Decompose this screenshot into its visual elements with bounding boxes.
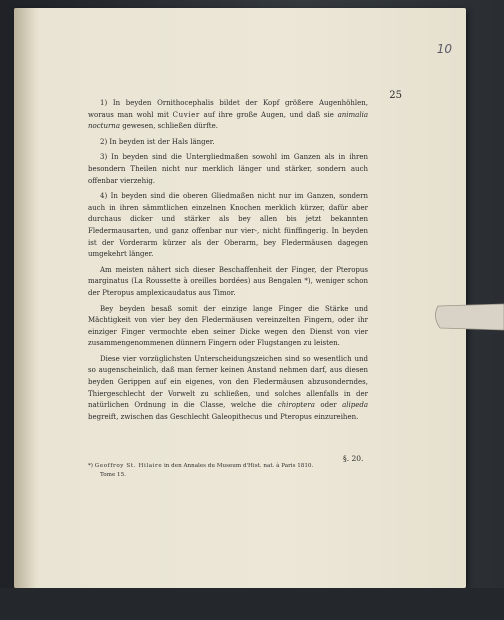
paragraph-p5 bbox=[88, 265, 368, 300]
paragraph-text-segment: 2) In beyden ist der Hals länger. bbox=[100, 137, 215, 146]
paragraph-text-segment: chiroptera bbox=[277, 401, 315, 410]
paragraph-text-segment: gewesen, schließen dürfte. bbox=[120, 122, 218, 131]
paragraph-text-segment: animalia nocturna bbox=[88, 110, 368, 131]
paragraph-text-segment: oder bbox=[314, 401, 343, 410]
page-gutter-shadow bbox=[14, 8, 36, 588]
paragraph-text-segment: Bey beyden besaß somit der einzige lange Finger die Stärke und Mächtigkeit von vier bey den Fledermäusen vereinzelten Fingern, oder ihr einziger Finger vermochte eben seiner Dicke wegen den Dienst von vier zusammengenommenen dünnern Fingern oder Flugstangen zu leisten. bbox=[88, 304, 368, 348]
paragraph-text-segment: auf ihre große Augen, und daß sie bbox=[199, 110, 338, 119]
footnote-line-2: Tome 15. bbox=[100, 472, 126, 478]
paragraph-text-segment: begreift, zwischen das Geschlecht Galeopithecus und Pteropus einzureihen. bbox=[88, 412, 359, 421]
paragraph-text-segment: 4) In beyden sind die oberen Gliedmaßen nicht nur im Ganzen, sondern auch in ihren sämmtlichen einzelnen Knochen merklich kürzer, dafür aber durchaus dicker und stärker als bey allen bis jetzt bekannten Fledermausarten, und ganz offenbar nur vier-, nicht fünffingerig. In beyden ist der Vorderarm kürzer als der Oberarm, bey Fledermäusen dagegen umgekehrt länger. bbox=[88, 192, 368, 259]
paragraph-text-segment: Am meisten nähert sich dieser Beschaffenheit der Finger, der Pteropus marginatus (La Roussette à oreilles bordées) aus Bengalen *), weniger schon der Pteropus amplexicaudatus aus Timor. bbox=[88, 265, 368, 297]
section-mark: §. 20. bbox=[343, 454, 364, 463]
body-text bbox=[88, 98, 368, 427]
footnote-marker: *) bbox=[88, 463, 95, 469]
footnote bbox=[88, 462, 368, 480]
paragraph-text-segment: Cuvier bbox=[172, 110, 200, 119]
paragraph-p3 bbox=[88, 152, 368, 187]
paragraph-p1 bbox=[88, 98, 368, 133]
printed-page-number: 25 bbox=[389, 90, 402, 101]
paragraph-p7 bbox=[88, 354, 368, 424]
scanner-bottom-edge bbox=[0, 588, 504, 620]
paper-bookmark-tab bbox=[432, 302, 504, 332]
paragraph-text-segment: alipeda bbox=[342, 401, 368, 410]
paragraph-p2 bbox=[88, 137, 368, 149]
footnote-citation: in den Annales du Museum d'Hist. nat. à Paris 1810. bbox=[162, 463, 314, 469]
footnote-author: Geoffroy St. Hilaire bbox=[94, 463, 163, 469]
paragraph-p6 bbox=[88, 304, 368, 350]
paragraph-p4 bbox=[88, 191, 368, 261]
paragraph-text-segment: Diese vier vorzüglichsten Unterscheidungszeichen sind so wesentlich und so augenscheinlich, daß man ferner keinen Anstand nehmen darf, aus diesen beyden Gerippen auf ein eigenes, von den Fledermäusen abzusonderndes, Thiergeschlecht der Vorwelt zu schließen, und solches allenfalls in der natürlichen Ordnung in die Classe, welche die bbox=[88, 354, 368, 410]
pencil-page-annotation: 10 bbox=[436, 42, 452, 56]
paragraph-text-segment: 3) In beyden sind die Untergliedmaßen sowohl im Ganzen als in ihren besondern Theilen nicht nur merklich länger und stärker, sondern auch offenbar vierzehig. bbox=[88, 153, 368, 185]
footnote-line-1 bbox=[88, 462, 368, 471]
paragraph-text-segment: 1) In beyden Ornithocephalis bildet der Kopf größere Augenhöhlen, woraus man wohl mit bbox=[88, 99, 368, 119]
